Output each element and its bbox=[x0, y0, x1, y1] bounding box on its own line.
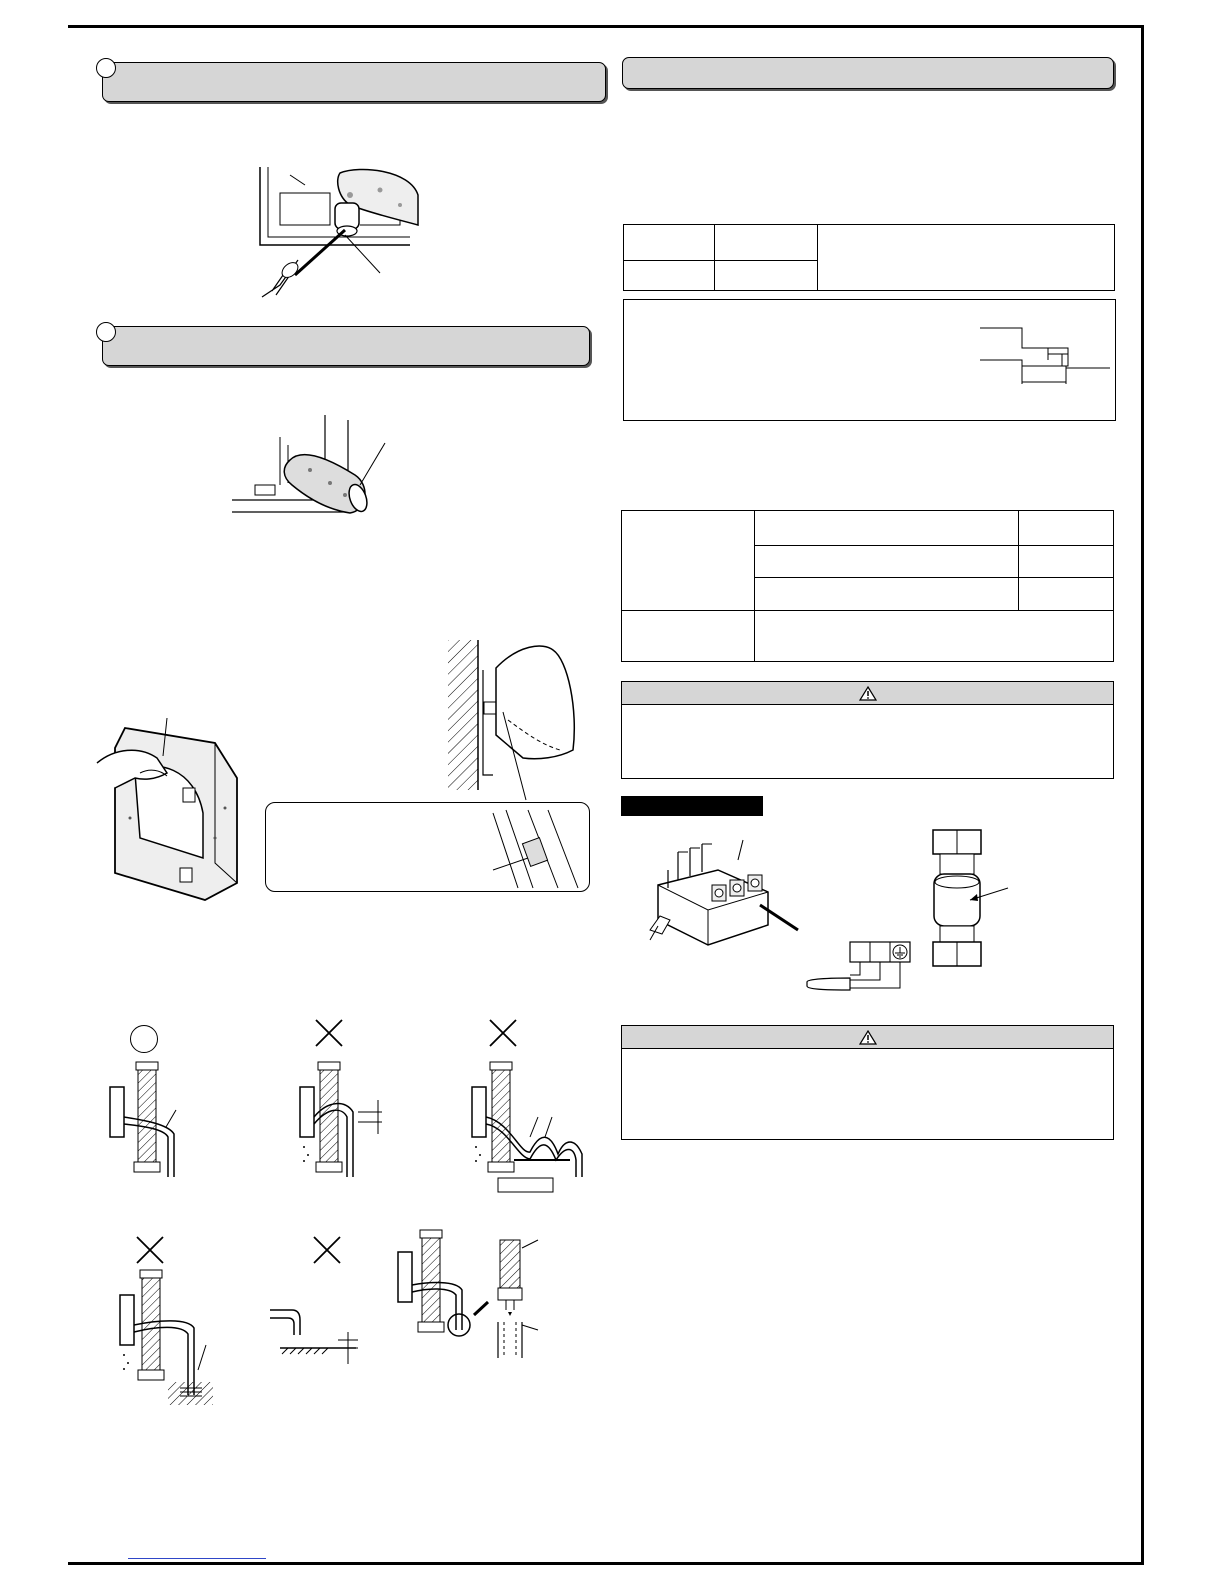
caution-box-1 bbox=[621, 681, 1114, 779]
drain-wrong-submerged-diagram bbox=[118, 1270, 233, 1410]
screwdriver-illustration bbox=[250, 165, 420, 300]
section-number-circle bbox=[96, 58, 116, 78]
caution-box-2 bbox=[621, 1025, 1114, 1140]
warning-triangle-icon bbox=[859, 686, 877, 701]
wire-strip-diagram bbox=[978, 326, 1113, 388]
spec-table-1-cell bbox=[818, 225, 1115, 291]
spec-table-2-cell bbox=[622, 511, 755, 611]
spec-table-2-cell bbox=[755, 611, 1114, 662]
spec-table-2-cell bbox=[1019, 546, 1114, 578]
correct-symbol-circle bbox=[130, 1025, 158, 1053]
terminal-block-illustration bbox=[648, 830, 808, 960]
spec-table-2-cell bbox=[622, 611, 755, 662]
section-banner-left-mid bbox=[102, 326, 590, 366]
page-bottom-rule bbox=[68, 1562, 1144, 1565]
caution-box-1-header bbox=[622, 682, 1113, 705]
section-banner-left-top bbox=[102, 62, 606, 102]
spec-table-1-cell bbox=[715, 261, 818, 291]
wrong-symbol-cross bbox=[314, 1018, 344, 1048]
wall-mount-side-view bbox=[448, 640, 593, 795]
spec-table-2-cell bbox=[1019, 578, 1114, 611]
drain-wrong-gap-diagram bbox=[268, 1280, 368, 1370]
drain-wrong-wave-diagram bbox=[470, 1062, 592, 1197]
spec-table-1-cell bbox=[624, 225, 715, 261]
caution-box-2-header bbox=[622, 1026, 1113, 1049]
spec-table-1-cell bbox=[715, 225, 818, 261]
wrong-symbol-cross bbox=[312, 1235, 342, 1265]
wrong-symbol-cross bbox=[135, 1235, 165, 1265]
section-number-circle bbox=[96, 322, 116, 342]
wrong-symbol-cross bbox=[488, 1018, 518, 1048]
spec-table-2 bbox=[621, 510, 1114, 662]
drain-correct-diagram bbox=[108, 1062, 198, 1182]
spec-table-2-cell bbox=[755, 578, 1019, 611]
spec-table-2-cell bbox=[755, 511, 1019, 546]
spec-table-2-cell bbox=[1019, 511, 1114, 546]
drain-pan-hand-illustration bbox=[95, 718, 245, 903]
page-top-rule bbox=[68, 25, 1144, 28]
spec-table-1-cell bbox=[624, 261, 715, 291]
spec-table-2-cell bbox=[755, 546, 1019, 578]
section-banner-right-top bbox=[622, 57, 1114, 89]
drain-extension-diagram bbox=[388, 1230, 548, 1360]
black-label-bar bbox=[621, 796, 763, 816]
spec-table-1 bbox=[623, 224, 1115, 291]
warning-triangle-icon bbox=[859, 1030, 877, 1045]
terminal-wiring-diagram bbox=[805, 940, 910, 1000]
drain-wrong-rise-diagram bbox=[298, 1062, 388, 1182]
page-right-rule bbox=[1141, 25, 1144, 1565]
pipe-insulation-illustration bbox=[230, 415, 400, 515]
footer-link-underline[interactable] bbox=[128, 1558, 266, 1559]
ferrite-core-illustration bbox=[930, 828, 1020, 968]
detail-callout-illustration bbox=[488, 808, 588, 890]
